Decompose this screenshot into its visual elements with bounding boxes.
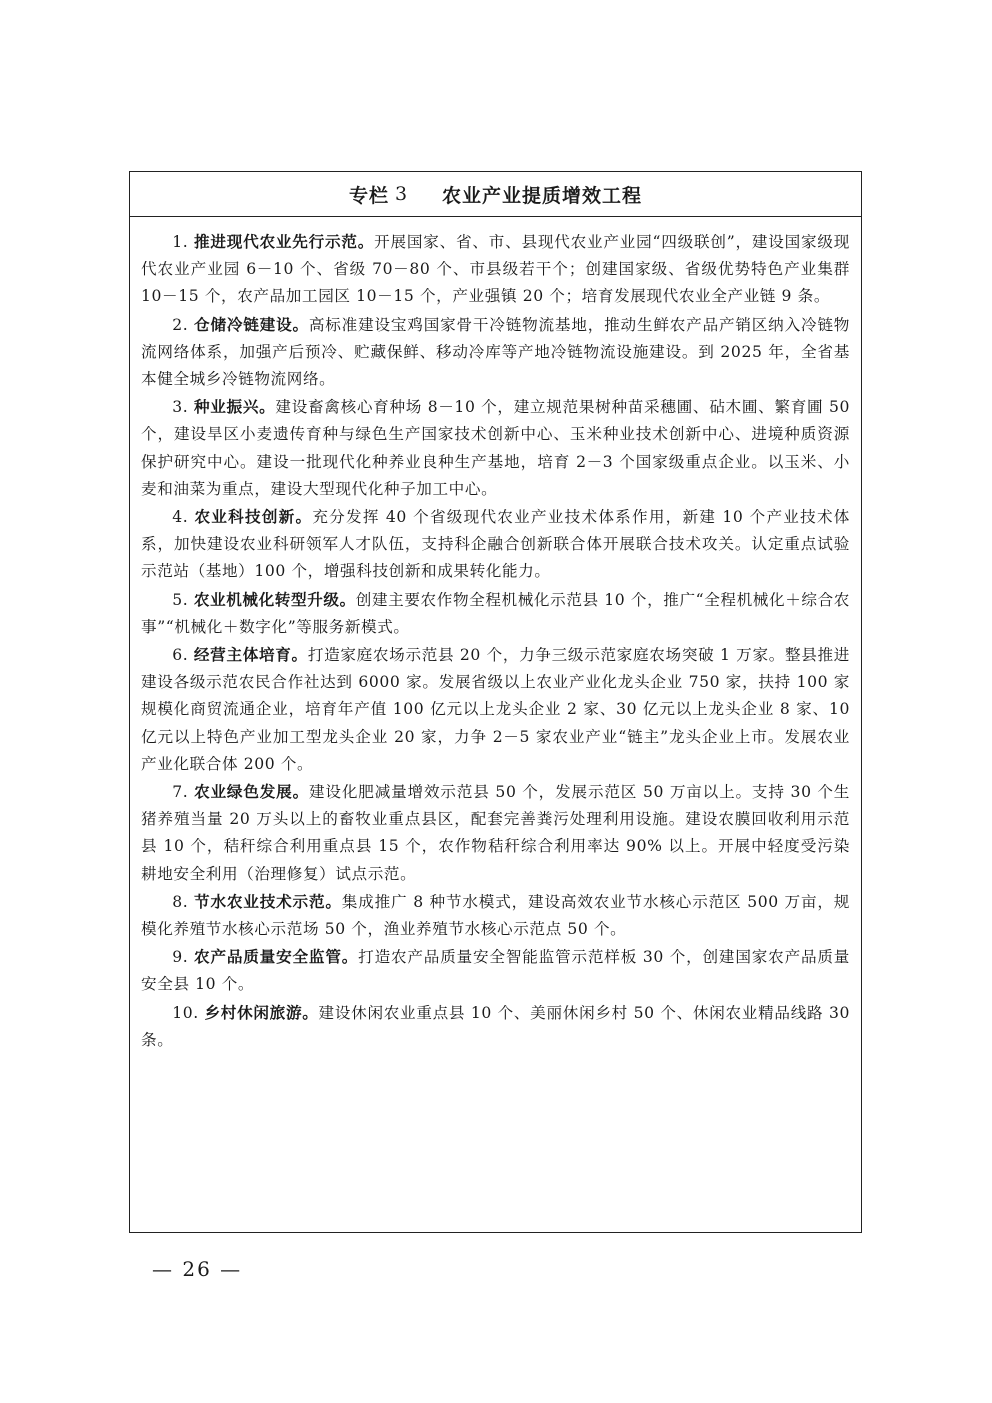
item-body: 创建主要农作物全程机械化示范县 10 个，推广“全程机械化＋综合农事”“机械化＋数字化”等服务新模式。 — [141, 590, 850, 636]
item-heading: 节水农业技术示范。 — [194, 891, 342, 911]
box-body — [130, 217, 861, 1054]
item-body: 建设休闲农业重点县 10 个、美丽休闲乡村 50 个、休闲农业精品线路 30 条。 — [141, 1003, 850, 1049]
item-heading: 种业振兴。 — [193, 397, 276, 417]
item-heading: 推进现代农业先行示范。 — [194, 232, 375, 251]
item-number: 9. — [172, 948, 189, 967]
item-body: 打造家庭农场示范县 20 个，力争三级示范家庭农场突破 1 万家。整县推进建设各级示范农民合作社达到 6000 家。发展省级以上农业产业化龙头企业 750 家，扶持 100 家规模化商贸流通企业，培育年产值 100 亿元以上龙头企业 2 家、30 亿元以上龙头企业 8 家、10 亿元以上特色产业加工型龙头企业 20 家，力争 2－5 家农业产业“链主”龙头企业上市。发展农业产业化联合体 200 个。 — [141, 646, 850, 773]
item-body: 开展国家、省、市、县现代农业产业园“四级联创”，建设国家级现代农业产业园 6－10 个、省级 70－80 个、市县级若干个；创建国家级、省级优势特色产业集群 10－15 个，农产品加工园区 10－15 个，产业强镇 20 个；培育发展现代农业全产业链 9 条。 — [141, 233, 850, 306]
list-item — [141, 888, 850, 943]
item-heading: 经营主体培育。 — [193, 645, 308, 665]
item-number: 10. — [172, 1003, 199, 1022]
feature-box — [129, 171, 862, 1233]
item-heading: 仓储冷链建设。 — [194, 314, 309, 334]
list-item — [141, 311, 850, 394]
item-body: 打造农产品质量安全智能监管示范样板 30 个，创建国家农产品质量安全县 10 个。 — [141, 948, 850, 994]
item-number: 7. — [172, 783, 189, 802]
item-body: 充分发挥 40 个省级现代农业产业技术体系作用，新建 10 个产业技术体系，加快建设农业科研领军人才队伍，支持科企融合创新联合体开展联合技术攻关。认定重点试验示范站（基地）100 个，增强科技创新和成果转化能力。 — [141, 508, 850, 581]
item-heading: 乡村休闲旅游。 — [204, 1002, 319, 1022]
box-number: 3 — [394, 183, 409, 205]
item-heading: 农产品质量安全监管。 — [194, 947, 359, 967]
list-item — [141, 503, 850, 586]
list-item — [141, 586, 850, 641]
box-label: 专栏 — [348, 184, 389, 207]
item-number: 3. — [172, 398, 189, 417]
page-number: — 26 — — [152, 1257, 243, 1281]
item-heading: 农业绿色发展。 — [194, 782, 310, 802]
box-title: 农业产业提质增效工程 — [442, 184, 643, 207]
list-item — [141, 228, 850, 311]
item-heading: 农业机械化转型升级。 — [193, 589, 356, 609]
box-header — [130, 172, 861, 217]
item-number: 2. — [172, 315, 189, 334]
item-body: 建设畜禽核心育种场 8－10 个，建立规范果树种苗采穗圃、砧木圃、繁育圃 50 个，建设旱区小麦遗传育种与绿色生产国家技术创新中心、玉米种业技术创新中心、进境种质资源保护研究中心。建设一批现代化种养业良种生产基地，培育 2－3 个国家级重点企业。以玉米、小麦和油菜为重点，建设大型现代化种子加工中心。 — [141, 398, 850, 498]
list-item — [141, 999, 850, 1054]
item-number: 8. — [172, 892, 189, 911]
list-item — [141, 641, 850, 778]
item-body: 建设化肥减量增效示范县 50 个，发展示范区 50 万亩以上。支持 30 个生猪养殖当量 20 万头以上的畜牧业重点县区，配套完善粪污处理利用设施。建设农膜回收利用示范县 10 个，秸秆综合利用重点县 15 个，农作物秸秆综合利用率达 90% 以上。开展中轻度受污染耕地安全利用（治理修复）试点示范。 — [141, 783, 851, 883]
item-body: 高标准建设宝鸡国家骨干冷链物流基地，推动生鲜农产品产销区纳入冷链物流网络体系，加强产后预冷、贮藏保鲜、移动冷库等产地冷链物流设施建设。到 2025 年，全省基本健全城乡冷链物流网络。 — [141, 315, 850, 389]
list-item — [141, 943, 850, 998]
item-number: 4. — [172, 508, 189, 527]
list-item — [141, 778, 850, 888]
list-item — [141, 393, 850, 503]
item-body: 集成推广 8 种节水模式，建设高效农业节水核心示范区 500 万亩，规模化养殖节水核心示范场 50 个，渔业养殖节水核心示范点 50 个。 — [141, 892, 850, 939]
item-number: 1. — [172, 233, 189, 251]
item-number: 5. — [172, 590, 189, 609]
item-number: 6. — [172, 646, 189, 665]
item-heading: 农业科技创新。 — [194, 507, 313, 527]
